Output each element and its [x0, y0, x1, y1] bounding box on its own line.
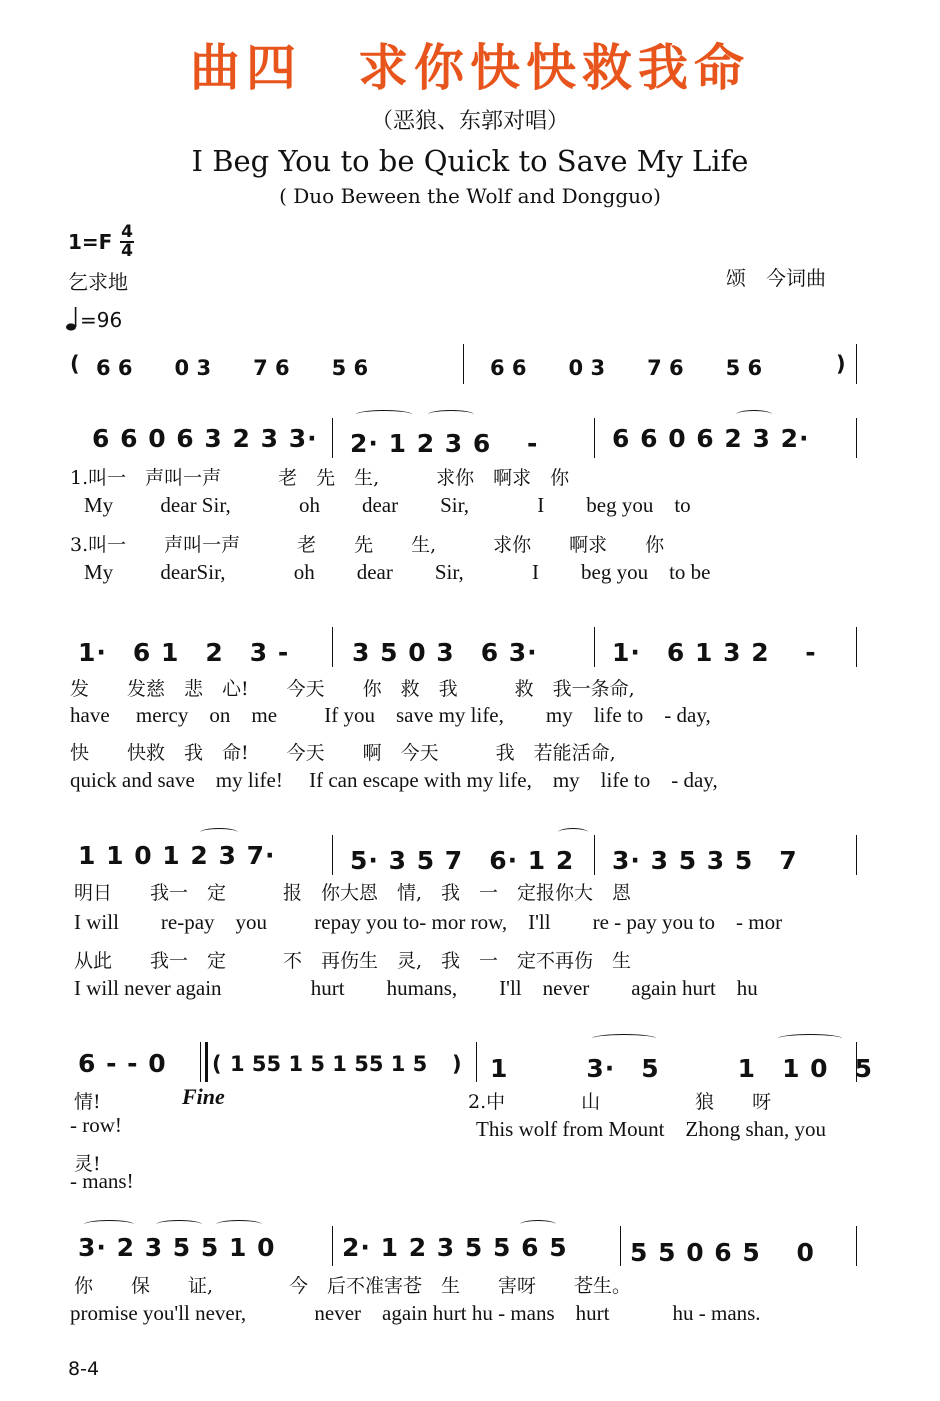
- barline: [332, 1226, 333, 1266]
- song-subtitle-english: ( Duo Beween the Wolf and Dongguo): [279, 184, 661, 208]
- slur: [216, 1220, 262, 1229]
- expression-mark: 乞求地: [68, 270, 128, 294]
- lyric-line-cn: 你 保 证, 今 后不准害苍 生 害呀 苍生。: [74, 1275, 632, 1297]
- lyric-line-cn: 情!: [74, 1091, 101, 1113]
- notes-measure: 2· 1 2 3 6 -: [350, 429, 539, 458]
- lyric-line-cn: 明日 我一 定 报 你大恩 情, 我 一 定报你大 恩: [74, 882, 632, 904]
- barline: [856, 344, 857, 384]
- interlude-close-paren: ): [452, 1052, 462, 1076]
- slur: [520, 1220, 556, 1229]
- tempo-marking: =96: [80, 308, 123, 332]
- intro-close-paren: ): [836, 352, 846, 376]
- slur: [84, 1220, 134, 1229]
- slur: [558, 828, 588, 837]
- lyric-line-en: I will never again hurt humans, I'll never again hurt hu: [74, 976, 758, 1000]
- fine-marking: Fine: [182, 1084, 225, 1109]
- barline: [200, 1042, 201, 1082]
- notes-measure: 6 6 0 6 3 2 3 3·: [92, 424, 318, 453]
- slur: [736, 410, 772, 419]
- notes-measure: 1 1 0 1 2 3 7·: [78, 841, 276, 870]
- barline: [856, 1226, 857, 1266]
- notes-measure: 1· 6 1 2 3 -: [78, 638, 290, 667]
- lyric-line-cn: 灵!: [74, 1153, 101, 1175]
- lyric-line-en: - mans!: [70, 1169, 134, 1193]
- intro-open-paren: (: [70, 352, 80, 376]
- barline: [856, 835, 857, 875]
- lyric-line-en: I will re-pay you repay you to- mor row, I'll re - pay you to - mor: [74, 910, 783, 934]
- lyric-line-en: - row!: [70, 1113, 122, 1137]
- notes-measure: 5 5 0 6 5 0: [630, 1238, 815, 1267]
- time-signature: [120, 224, 134, 260]
- intro-bar-2: 6 6 0 3 7 6 5 6: [490, 356, 763, 380]
- lyric-line-cn: 从此 我一 定 不 再伤生 灵, 我 一 定不再伤 生: [74, 950, 632, 972]
- slur: [592, 1034, 656, 1043]
- notes-measure: 6 - - 0: [78, 1049, 167, 1078]
- author-credit: 颂 今词曲: [726, 266, 826, 290]
- notes-measure: 3· 3 5 3 5 7: [612, 846, 798, 875]
- lyric-line-cn: 快 快救 我 命! 今天 啊 今天 我 若能活命,: [70, 742, 616, 764]
- slur: [356, 410, 412, 419]
- notes-measure: 5· 3 5 7 6· 1 2: [350, 846, 575, 875]
- lyric-line-cn: 3.叫一 声叫一声 老 先 生, 求你 啊求 你: [70, 534, 665, 556]
- lyric-line-en: quick and save my life! If can escape with my life, my life to - day,: [70, 768, 718, 792]
- time-signature-top: 4: [121, 222, 133, 242]
- notes-measure: 3· 2 3 5 5 1 0: [78, 1233, 276, 1262]
- slur: [200, 828, 238, 837]
- lyric-line-en: My dear Sir, oh dear Sir, I beg you to: [84, 493, 691, 517]
- intro-bar-1: 6 6 0 3 7 6 5 6: [96, 356, 369, 380]
- song-title-english: I Beg You to be Quick to Save My Life: [191, 144, 749, 178]
- final-barline: [205, 1042, 208, 1082]
- time-signature-bottom: 4: [121, 241, 133, 261]
- lyric-line-en: have mercy on me If you save my life, my life to - day,: [70, 703, 711, 727]
- notes-measure: 1 3· 5 1 1 0 5: [490, 1054, 873, 1083]
- barline: [620, 1226, 621, 1266]
- lyric-line-cn: 1.叫一 声叫一声 老 先 生, 求你 啊求 你: [70, 467, 570, 489]
- barline: [332, 418, 333, 458]
- lyric-line-en: promise you'll never, never again hurt hu - mans hurt hu - mans.: [70, 1301, 761, 1325]
- notes-measure: 1· 6 1 3 2 -: [612, 638, 817, 667]
- barline: [594, 418, 595, 458]
- lyric-line-cn: 2.中 山 狼 呀: [468, 1091, 772, 1113]
- barline: [476, 1042, 477, 1082]
- interlude-open-paren: (: [212, 1052, 222, 1076]
- barline: [463, 344, 464, 384]
- slur: [778, 1034, 842, 1043]
- barline: [594, 835, 595, 875]
- barline: [856, 418, 857, 458]
- barline: [332, 627, 333, 667]
- barline: [332, 835, 333, 875]
- key-signature: 1=F: [68, 230, 113, 254]
- lyric-line-en: This wolf from Mount Zhong shan, you: [476, 1117, 826, 1141]
- slur: [428, 410, 474, 419]
- page-number: 8-4: [68, 1358, 100, 1380]
- notes-measure: 3 5 0 3 6 3·: [352, 638, 538, 667]
- interlude-notes: 1 55 1 5 1 55 1 5: [230, 1052, 428, 1076]
- slur: [156, 1220, 202, 1229]
- song-title-chinese: 曲四 求你快快救我命: [190, 39, 750, 97]
- song-subtitle-chinese: （恶狼、东郭对唱）: [370, 109, 569, 134]
- quarter-note-icon: [66, 306, 78, 332]
- barline: [856, 627, 857, 667]
- notes-measure: 6 6 0 6 2 3 2·: [612, 424, 810, 453]
- barline: [594, 627, 595, 667]
- lyric-line-en: My dearSir, oh dear Sir, I beg you to be: [84, 560, 711, 584]
- lyric-line-cn: 发 发慈 悲 心! 今天 你 救 我 救 我一条命,: [70, 678, 635, 700]
- barline: [856, 1042, 857, 1082]
- notes-measure: 2· 1 2 3 5 5 6 5: [342, 1233, 568, 1262]
